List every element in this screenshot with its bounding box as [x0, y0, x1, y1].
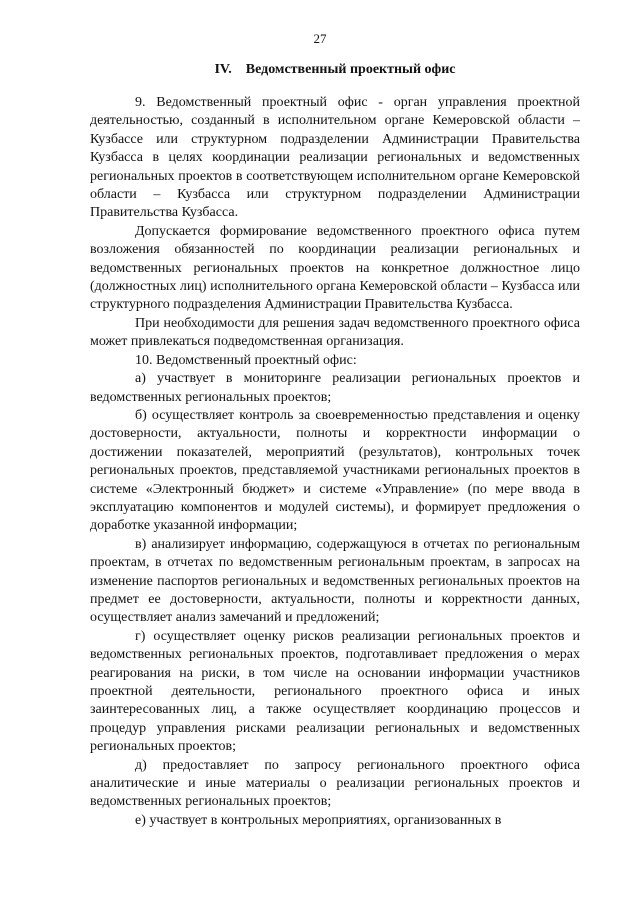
document-body	[90, 94, 580, 830]
paragraph-10: 10. Ведомственный проектный офис:	[135, 352, 357, 368]
paragraph-9: 9. Ведомственный проектный офис - орган управления проектной деятельностью, созданный в исполнительном органе Кемеровской области – Кузбассе или структурном подразделении Администрации Правительства Кузбасса в целях координации реализации региональных и ведомственных региональных проектов в соответствующем исполнительном органе Кемеровской области – Кузбасса или структурном подразделении Администрации Правительства Кузбасса.	[90, 95, 580, 221]
list-item-g: г) осуществляет оценку рисков реализации региональных проектов и ведомственных региональных проектов, подготавливает предложения о мерах реагирования на риски, в том числе на основании информации участников проектной деятельности, регионального проектного офиса и иных заинтересованных лиц, а также осуществляет координацию процессов и процедур управления рисками реализации региональных и ведомственных региональных проектов;	[90, 628, 580, 755]
page-number: 27	[313, 31, 327, 46]
section-heading	[90, 61, 580, 79]
paragraph-delegation: Допускается формирование ведомственного проектного офиса путем возложения обязанностей по координации реализации региональных и ведомственных региональных проектов на конкретное должностное лицо (должностных лиц) исполнительного органа Кемеровской области – Кузбасса или структурного подразделения Администрации Правительства Кузбасса.	[90, 223, 580, 313]
paragraph-subordinate-org: При необходимости для решения задач ведомственного проектного офиса может привлекаться подведомственная организация.	[90, 315, 580, 350]
list-item-v: в) анализирует информацию, содержащуюся в отчетах по региональным проектам, в отчетах по ведомственным региональным проектам, в запросах на изменение паспортов региональных и ведомственных региональных проектов на предмет ее достоверности, актуальности, полноты и корректности данных, осуществляет анализ замечаний и предложений;	[90, 536, 580, 626]
list-item-e: е) участвует в контрольных мероприятиях, организованных в	[135, 812, 502, 828]
section-title: Ведомственный проектный офис	[245, 62, 456, 77]
list-item-a: а) участвует в мониторинге реализации региональных проектов и ведомственных региональных проектов;	[90, 371, 580, 405]
list-item-b: б) осуществляет контроль за своевременностью представления и оценку достоверности, актуальности, полноты и корректности информации о достижении показателей, мероприятий (результатов), контрольных точек региональных проектов, представляемой участниками региональных проектов в системе «Электронный бюджет» и системе «Управление» (по мере ввода в эксплуатацию компонентов и модулей системы), и формирует предложения о доработке указанной информации;	[90, 407, 580, 534]
section-number: IV.	[214, 62, 232, 77]
list-item-d: д) предоставляет по запросу регионального проектного офиса аналитические и иные материалы о реализации региональных проектов и ведомственных региональных проектов;	[90, 757, 580, 810]
